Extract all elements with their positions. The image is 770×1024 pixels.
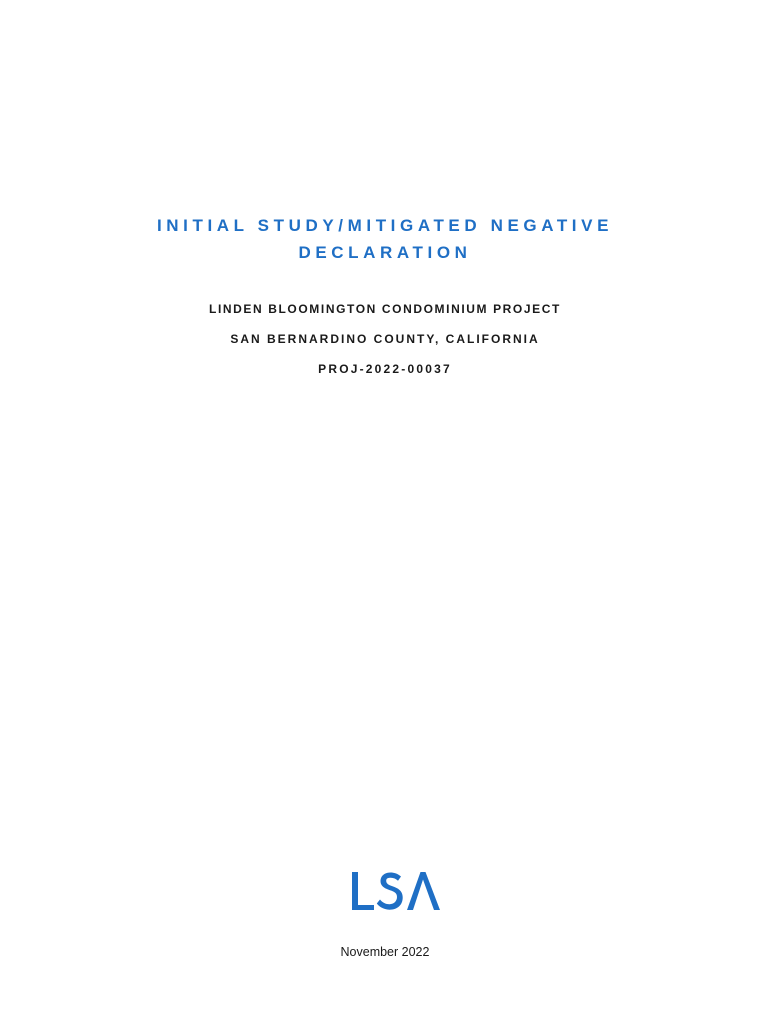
lsa-logo-letter-a bbox=[407, 872, 440, 910]
document-title bbox=[0, 212, 770, 266]
lsa-logo-letter-s bbox=[377, 873, 403, 910]
lsa-logo bbox=[350, 870, 442, 912]
project-location: SAN BERNARDINO COUNTY, CALIFORNIA bbox=[230, 332, 540, 346]
document-date: November 2022 bbox=[340, 945, 430, 959]
document-title-line-2: DECLARATION bbox=[298, 243, 472, 262]
project-name: LINDEN BLOOMINGTON CONDOMINIUM PROJECT bbox=[209, 302, 561, 316]
document-title-line-1: INITIAL STUDY/MITIGATED NEGATIVE bbox=[156, 216, 614, 235]
lsa-logo-letter-l bbox=[352, 872, 374, 910]
project-number: PROJ-2022-00037 bbox=[318, 362, 452, 376]
